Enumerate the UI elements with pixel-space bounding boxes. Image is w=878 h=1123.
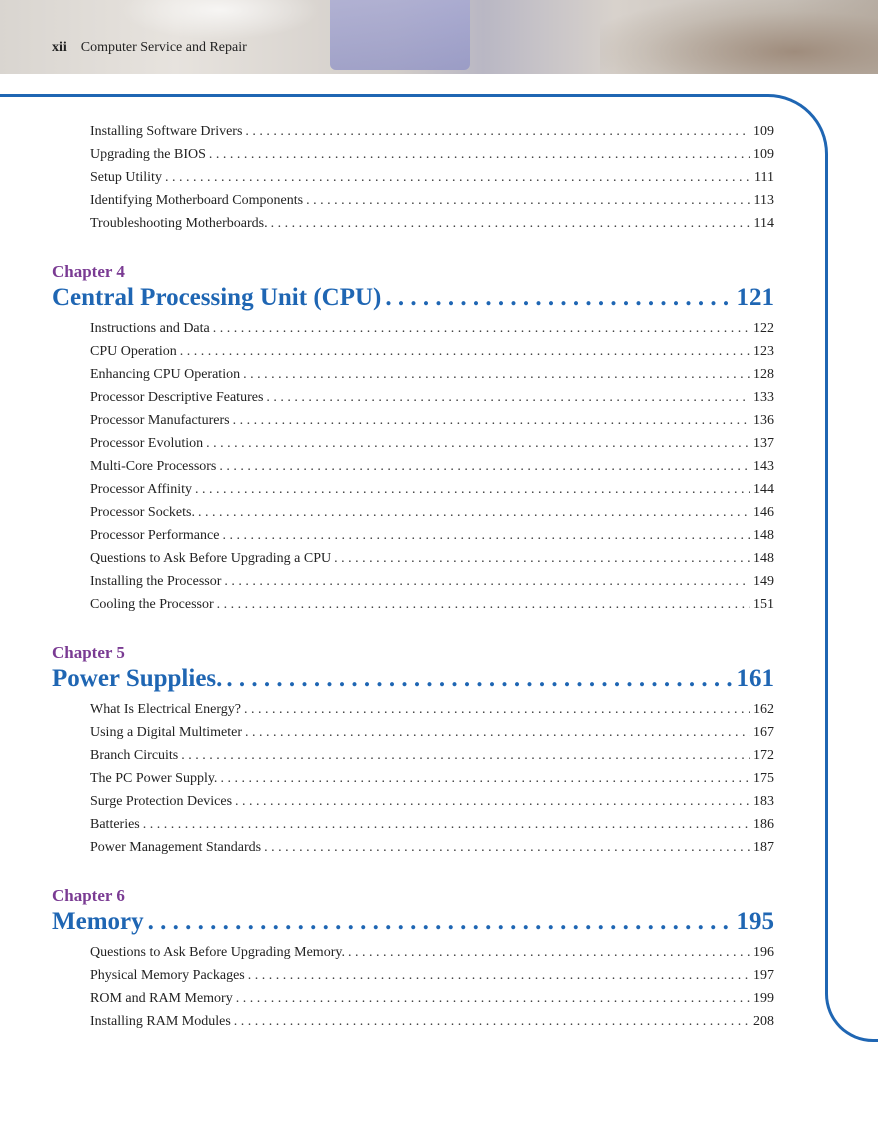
entry-page: 143: [753, 459, 774, 474]
dot-leader: [180, 344, 750, 360]
chapter-title-row[interactable]: [52, 665, 774, 697]
entry-title: Processor Descriptive Features: [90, 390, 264, 405]
entry-title: Troubleshooting Motherboards.: [90, 216, 268, 231]
entry-title: Identifying Motherboard Components: [90, 193, 304, 208]
banner-photo-hand: [600, 0, 878, 74]
entry-page: 175: [753, 771, 774, 786]
dot-leader: [235, 794, 750, 810]
toc-entry[interactable]: [90, 597, 774, 617]
entry-title: Installing Software Drivers: [90, 124, 243, 139]
entry-title: Batteries: [90, 817, 140, 832]
chapter-title: Central Processing Unit (CPU): [52, 284, 382, 311]
dot-leader: [334, 551, 750, 567]
page-number: xii: [52, 40, 67, 55]
entry-page: 208: [753, 1014, 774, 1029]
entry-title: Power Management Standards: [90, 840, 262, 855]
dot-leader: [348, 945, 750, 961]
dot-leader: [143, 817, 750, 833]
dot-leader: [222, 528, 750, 544]
entry-title: Instructions and Data: [90, 321, 210, 336]
toc-entry[interactable]: [90, 817, 774, 837]
entry-page: 196: [753, 945, 774, 960]
entry-title: The PC Power Supply.: [90, 771, 218, 786]
entry-title: Upgrading the BIOS: [90, 147, 206, 162]
entry-page: 187: [753, 840, 774, 855]
toc-entry[interactable]: [90, 482, 774, 502]
entry-title: Cooling the Processor: [90, 597, 214, 612]
toc-entry[interactable]: [90, 193, 774, 213]
entry-title: Installing RAM Modules: [90, 1014, 231, 1029]
chapter-page: 195: [736, 908, 774, 935]
entry-page: 113: [753, 193, 774, 208]
dot-leader: [195, 482, 750, 498]
entry-title: Processor Sockets.: [90, 505, 195, 520]
toc-entry[interactable]: [90, 390, 774, 410]
entry-title: Processor Performance: [90, 528, 220, 543]
entry-page: 114: [753, 216, 774, 231]
entry-page: 162: [753, 702, 774, 717]
entry-page: 137: [753, 436, 774, 451]
entry-title: Using a Digital Multimeter: [90, 725, 243, 740]
entry-page: 109: [753, 147, 774, 162]
frame-side-rule: [825, 160, 828, 990]
frame-top-rule: [0, 94, 764, 97]
entry-page: 167: [753, 725, 774, 740]
toc-entry[interactable]: [90, 551, 774, 571]
entry-page: 151: [753, 597, 774, 612]
entry-page: 122: [753, 321, 774, 336]
running-head: [52, 40, 247, 56]
toc-entry[interactable]: [90, 170, 774, 190]
entry-page: 149: [753, 574, 774, 589]
entry-page: 148: [753, 551, 774, 566]
toc-entry[interactable]: [90, 413, 774, 433]
entry-page: 199: [753, 991, 774, 1006]
dot-leader: [209, 147, 750, 163]
dot-leader: [243, 367, 750, 383]
entry-page: 172: [753, 748, 774, 763]
dot-leader: [245, 124, 750, 140]
toc-entry[interactable]: [90, 771, 774, 791]
toc-entry[interactable]: [90, 574, 774, 594]
dot-leader: [248, 968, 750, 984]
header-banner: [0, 0, 878, 74]
toc-entry[interactable]: [90, 505, 774, 525]
toc-entry[interactable]: [90, 945, 774, 965]
chapter-label: Chapter 5: [52, 643, 125, 662]
entry-page: 146: [753, 505, 774, 520]
dot-leader: [181, 748, 750, 764]
dot-leader: [219, 459, 750, 475]
entry-page: 109: [753, 124, 774, 139]
toc-entry[interactable]: [90, 528, 774, 548]
entry-title: ROM and RAM Memory: [90, 991, 233, 1006]
toc-entry[interactable]: [90, 459, 774, 479]
entry-page: 197: [753, 968, 774, 983]
chapter-title-row[interactable]: [52, 908, 774, 940]
entry-page: 186: [753, 817, 774, 832]
entry-page: 128: [753, 367, 774, 382]
chapter-label: Chapter 6: [52, 886, 125, 905]
toc-entry[interactable]: [90, 702, 774, 722]
frame-bottom-corner: [825, 980, 878, 1042]
dot-leader: [198, 505, 750, 521]
book-title: Computer Service and Repair: [80, 40, 247, 55]
entry-title: Questions to Ask Before Upgrading Memory.: [90, 945, 345, 960]
toc-entry[interactable]: [90, 344, 774, 364]
dot-leader: [264, 840, 750, 856]
toc-entry[interactable]: [90, 991, 774, 1011]
toc-entry[interactable]: [90, 1014, 774, 1034]
chapter-title: Power Supplies.: [52, 665, 223, 692]
dot-leader: [148, 908, 733, 936]
toc-entry[interactable]: [90, 748, 774, 768]
entry-page: 148: [753, 528, 774, 543]
dot-leader: [236, 991, 750, 1007]
chapter-title-row[interactable]: [52, 284, 774, 316]
toc-entry[interactable]: [90, 436, 774, 456]
entry-page: 136: [753, 413, 774, 428]
dot-leader: [220, 771, 750, 787]
dot-leader: [233, 413, 750, 429]
entry-title: CPU Operation: [90, 344, 177, 359]
toc-entry[interactable]: [90, 794, 774, 814]
dot-leader: [165, 170, 751, 186]
toc-entry[interactable]: [90, 124, 774, 144]
entry-page: 111: [754, 170, 774, 185]
entry-title: Installing the Processor: [90, 574, 222, 589]
dot-leader: [234, 1014, 750, 1030]
dot-leader: [385, 284, 732, 312]
entry-title: Processor Affinity: [90, 482, 193, 497]
chapter-page: 121: [736, 284, 774, 311]
dot-leader: [224, 574, 750, 590]
entry-title: Processor Manufacturers: [90, 413, 230, 428]
dot-leader: [306, 193, 750, 209]
chapter-label: Chapter 4: [52, 262, 125, 281]
entry-title: Questions to Ask Before Upgrading a CPU: [90, 551, 332, 566]
entry-title: Setup Utility: [90, 170, 162, 185]
entry-title: Enhancing CPU Operation: [90, 367, 241, 382]
entry-page: 133: [753, 390, 774, 405]
entry-page: 144: [753, 482, 774, 497]
chapter-title: Memory: [52, 908, 144, 935]
chapter-page: 161: [736, 665, 774, 692]
dot-leader: [266, 390, 750, 406]
dot-leader: [206, 436, 750, 452]
dot-leader: [217, 597, 750, 613]
entry-title: Surge Protection Devices: [90, 794, 233, 809]
toc-entry[interactable]: [90, 321, 774, 341]
dot-leader: [226, 665, 732, 693]
toc-entry[interactable]: [90, 725, 774, 745]
dot-leader: [245, 725, 750, 741]
toc-entry[interactable]: [90, 367, 774, 387]
entry-title: What Is Electrical Energy?: [90, 702, 241, 717]
toc-entry[interactable]: [90, 147, 774, 167]
dot-leader: [213, 321, 750, 337]
toc-entry[interactable]: [90, 968, 774, 988]
dot-leader: [244, 702, 750, 718]
toc-entry[interactable]: [90, 840, 774, 860]
entry-title: Multi-Core Processors: [90, 459, 217, 474]
banner-photo-tool: [330, 0, 470, 70]
dot-leader: [271, 216, 751, 232]
entry-page: 123: [753, 344, 774, 359]
entry-title: Branch Circuits: [90, 748, 179, 763]
toc-entry[interactable]: [90, 216, 774, 236]
entry-title: Physical Memory Packages: [90, 968, 245, 983]
entry-page: 183: [753, 794, 774, 809]
entry-title: Processor Evolution: [90, 436, 204, 451]
banner-highlight: [120, 0, 320, 40]
